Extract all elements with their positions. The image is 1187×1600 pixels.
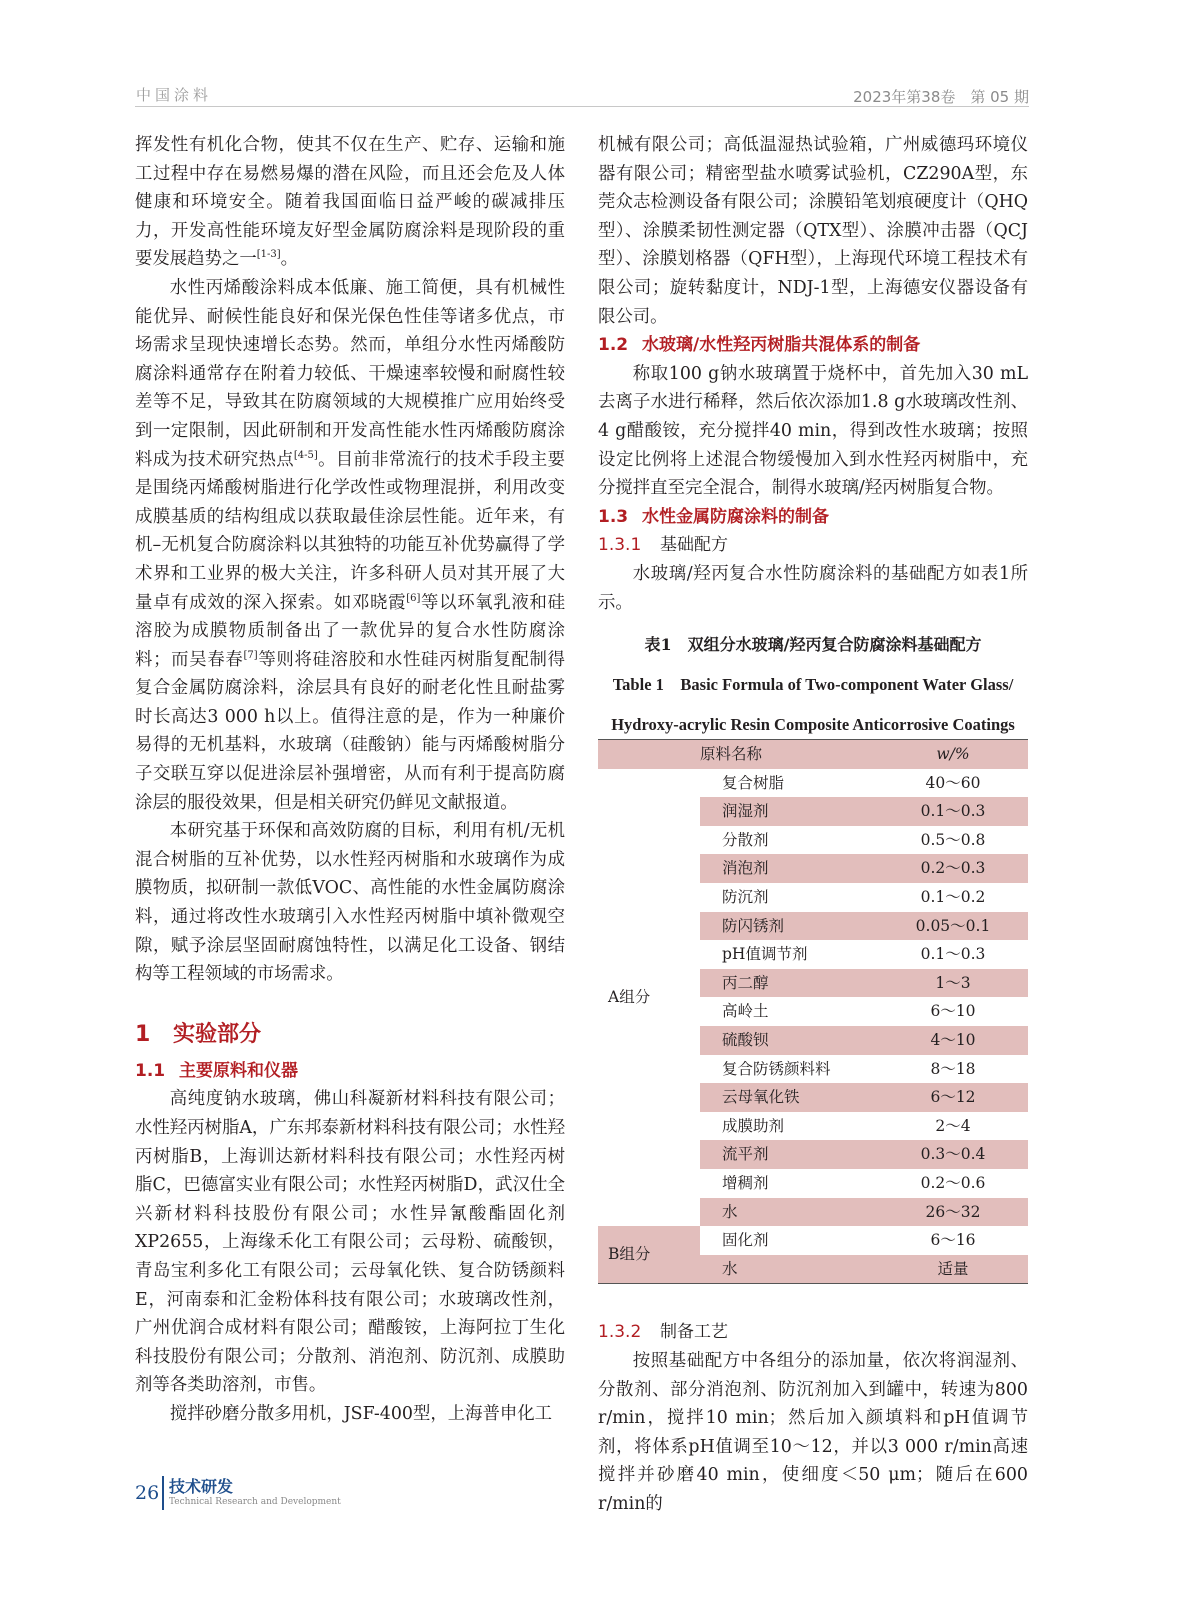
paragraph: 机械有限公司；高低温湿热试验箱，广州威德玛环境仪器有限公司；精密型盐水喷雾试验机，CZ290A型，东莞众志检测设备有限公司；涂膜铅笔划痕硬度计（QHQ型）、涂膜柔韧性测定器（QTX型）、涂膜冲击器（QCJ型）、涂膜划格器（QFH型），上海现代环境工程技术有限公司；旋转黏度计，NDJ-1型，上海德安仪器设备有限公司。 (598, 135, 1028, 327)
table-row (598, 1226, 1028, 1255)
material-name: pH值调节剂 (722, 945, 808, 964)
footer-divider (162, 1476, 164, 1510)
table-caption-en: Hydroxy-acrylic Resin Composite Anticorrosive Coatings (611, 715, 1015, 735)
left-column (135, 131, 565, 1429)
subsection-heading: 1.3 水性金属防腐涂料的制备 (598, 506, 829, 527)
material-name: 防闪锈剂 (700, 912, 878, 941)
group-cell: B组分 (598, 1226, 700, 1284)
material-name: 复合防锈颜料料 (722, 1059, 831, 1078)
material-name: 硫酸钡 (700, 1026, 878, 1055)
table-row (598, 769, 1028, 798)
material-value: 0.1～0.3 (878, 797, 1028, 826)
paragraph: 水性丙烯酸涂料成本低廉、施工简便，具有机械性能优异、耐候性能良好和保光保色性佳等诸多优点，市场需求呈现快速增长态势。然而，单组分水性丙烯酸防腐涂料通常存在附着力较低、干燥速率较慢和耐腐性较差等不足，导致其在防腐领域的大规模推广应用始终受到一定限制，因此研制和开发高性能水性丙烯酸防腐涂料成为技术研究热点[4-5]。目前非常流行的技术手段主要是围绕丙烯酸树脂进行化学改性或物理混拼，利用改变成膜基质的结构组成以获取最佳涂层性能。近年来，有机–无机复合防腐涂料以其独特的功能互补优势赢得了学术界和工业界的极大关注，许多科研人员对其开展了大量卓有成效的深入探索。如邓晓霞[6]等以环氧乳液和硅溶胶为成膜物质制备出了一款优异的复合水性防腐涂料；而吴春春[7]等则将硅溶胶和水性硅丙树脂复配制得复合金属防腐涂料，涂层具有良好的耐老化性且耐盐雾时长高达3 000 h以上。值得注意的是，作为一种廉价易得的无机基料，水玻璃（硅酸钠）能与丙烯酸树脂分子交联互穿以促进涂层补强增密，从而有利于提高防腐涂层的服役效果，但是相关研究仍鲜见文献报道。 (135, 277, 565, 813)
table-caption-en: Table 1 Basic Formula of Two-component Water Glass/ (612, 675, 1014, 695)
paragraph: 高纯度钠水玻璃，佛山科凝新材料科技有限公司；水性羟丙树脂A，广东邦泰新材料科技有限公司；水性羟丙树脂B，上海训达新材料科技有限公司；水性羟丙树脂C，巴德富实业有限公司；水性羟丙树脂D，武汉仕全兴新材料科技股份有限公司；水性异氰酸酯固化剂XP2655，上海缘禾化工有限公司；云母粉、硫酸钡，青岛宝利多化工有限公司；云母氧化铁、复合防锈颜料E，河南泰和汇金粉体科技有限公司；水玻璃改性剂，广州优润合成材料有限公司；醋酸铵，上海阿拉丁生化科技股份有限公司；分散剂、消泡剂、防沉剂、成膜助剂等各类助溶剂，市售。 (135, 1089, 565, 1396)
subsubsection-heading: 1.3.2 制备工艺 (598, 1322, 728, 1343)
material-value: 4～10 (878, 1026, 1028, 1055)
paragraph: 水玻璃/羟丙复合水性防腐涂料的基础配方如表1所示。 (598, 563, 1028, 613)
material-value: 40～60 (925, 773, 981, 792)
material-name: 流平剂 (700, 1140, 878, 1169)
formula-table (598, 739, 1028, 1284)
material-value: 2～4 (935, 1116, 971, 1135)
material-name: 云母氧化铁 (700, 1083, 878, 1112)
journal-name: 中国涂料 (136, 86, 213, 104)
paragraph: 称取100 g钠水玻璃置于烧杯中，首先加入30 mL去离子水进行稀释，然后依次添加1.8 g水玻璃改性剂、4 g醋酸铵，充分搅拌40 min，得到改性水玻璃；按照设定比例将上述混合物缓慢加入到水性羟丙树脂中，充分搅拌直至完全混合，制得水玻璃/羟丙树脂复合物。 (598, 363, 1028, 499)
header-divider (135, 106, 1029, 107)
material-value: 6～12 (878, 1083, 1028, 1112)
group-cell: A组分 (608, 988, 651, 1007)
material-value: 6～16 (930, 1231, 976, 1250)
material-value: 26～32 (878, 1198, 1028, 1227)
material-value: 适量 (878, 1255, 1028, 1284)
section-heading: 1 实验部分 (135, 1021, 262, 1047)
material-value: 0.3～0.4 (878, 1140, 1028, 1169)
material-value: 0.5～0.8 (920, 830, 986, 849)
right-column (598, 131, 1028, 1519)
material-name: 复合树脂 (722, 773, 785, 792)
material-name: 消泡剂 (700, 854, 878, 883)
material-value: 6～10 (930, 1002, 976, 1021)
subsection-heading: 1.1 主要原料和仪器 (135, 1060, 298, 1081)
material-value: 0.1～0.2 (920, 888, 986, 907)
page-number: 26 (135, 1482, 160, 1504)
material-name: 水 (700, 1255, 878, 1284)
table-header: 原料名称 w/% (598, 740, 1028, 769)
material-name: 固化剂 (722, 1231, 769, 1250)
issue-info: 2023年第38卷 第 05 期 (853, 88, 1029, 106)
material-name: 成膜助剂 (722, 1116, 785, 1135)
paragraph: 本研究基于环保和高效防腐的目标，利用有机/无机混合树脂的互补优势，以水性羟丙树脂和水玻璃作为成膜物质，拟研制一款低VOC、高性能的水性金属防腐涂料，通过将改性水玻璃引入水性羟丙树脂中填补微观空隙，赋予涂层坚固耐腐蚀特性，以满足化工设备、钢结构等工程领域的市场需求。 (135, 821, 565, 985)
material-name: 高岭土 (722, 1002, 769, 1021)
material-name: 防沉剂 (722, 888, 769, 907)
material-value: 0.1～0.3 (920, 945, 986, 964)
material-value: 8～18 (930, 1059, 976, 1078)
table-caption-cn: 表1 双组分水玻璃/羟丙复合防腐涂料基础配方 (644, 635, 982, 655)
paragraph: 搅拌砂磨分散多用机，JSF-400型，上海普申化工 (169, 1403, 553, 1424)
footer-section-en: Technical Research and Development (169, 1497, 341, 1507)
material-value: 1～3 (878, 969, 1028, 998)
material-name: 增稠剂 (722, 1174, 769, 1192)
material-name: 分散剂 (722, 830, 769, 849)
material-value: 0.2～0.3 (878, 854, 1028, 883)
subsection-heading: 1.2 水玻璃/水性羟丙树脂共混体系的制备 (598, 335, 921, 356)
footer-section-cn: 技术研发 (169, 1477, 234, 1496)
material-value: 0.05～0.1 (878, 912, 1028, 941)
material-name: 丙二醇 (700, 969, 878, 998)
material-name: 润湿剂 (700, 797, 878, 826)
subsubsection-heading: 1.3.1 基础配方 (598, 535, 728, 556)
paragraph: 挥发性有机化合物，使其不仅在生产、贮存、运输和施工过程中存在易燃易爆的潜在风险，而且还会危及人体健康和环境安全。随着我国面临日益严峻的碳减排压力，开发高性能环境友好型金属防腐涂料是现阶段的重要发展趋势之一[1-3]。 (135, 135, 565, 270)
paragraph: 按照基础配方中各组分的添加量，依次将润湿剂、分散剂、部分消泡剂、防沉剂加入到罐中，转速为800 r/min，搅拌10 min；然后加入颜填料和pH值调节剂，将体系pH值调至10～12，并以3 000 r/min高速搅拌并砂磨40 min，使细度＜50 μm；随后在600 r/min的 (598, 1350, 1028, 1514)
material-value: 0.2～0.6 (920, 1174, 986, 1192)
material-name: 水 (700, 1198, 878, 1227)
